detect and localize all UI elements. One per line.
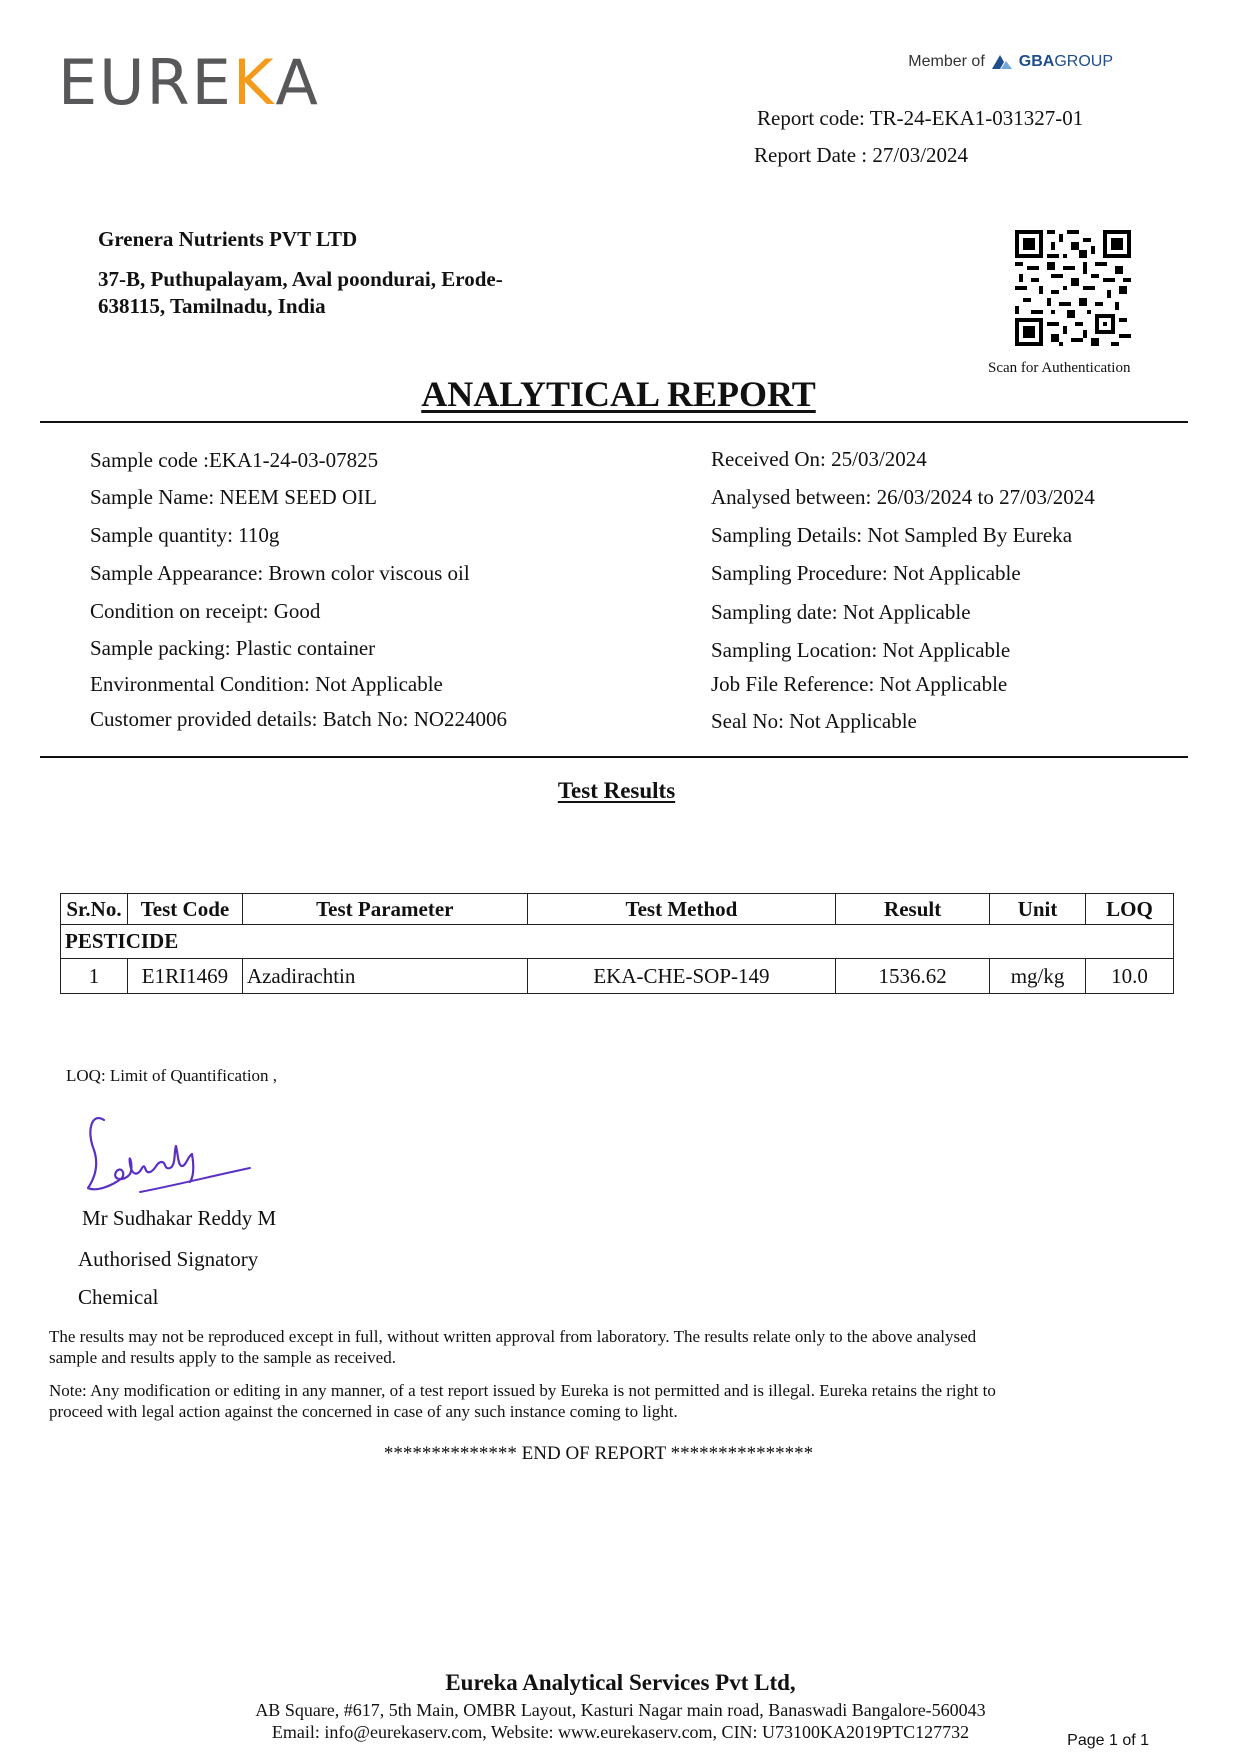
eureka-logo xyxy=(58,45,320,119)
cell-test-code: E1RI1469 xyxy=(127,959,242,994)
test-results-heading-text: Test Results xyxy=(557,778,676,803)
signatory-name: Mr Sudhakar Reddy M xyxy=(82,1206,277,1230)
page-number: Page 1 of 1 xyxy=(1067,1732,1149,1749)
signatory-department: Chemical xyxy=(78,1285,159,1309)
note xyxy=(49,1380,1129,1422)
report-title-text: ANALYTICAL REPORT xyxy=(421,374,816,414)
sampling-date: Sampling date: Not Applicable xyxy=(711,600,971,624)
note-line-1: Note: Any modification or editing in any manner, of a test report issued by Eureka is not permitted and is illegal. Eureka retains the right to xyxy=(49,1381,996,1400)
gba-logo-icon xyxy=(990,53,1014,71)
signature-image xyxy=(82,1110,262,1200)
job-file-reference: Job File Reference: Not Applicable xyxy=(711,672,1008,696)
category-row xyxy=(61,925,1174,959)
analysed-between: Analysed between: 26/03/2024 to 27/03/2024 xyxy=(711,485,1095,509)
footer-address: AB Square, #617, 5th Main, OMBR Layout, Kasturi Nagar main road, Banaswadi Bangalore-560043 xyxy=(255,1700,986,1720)
table-row xyxy=(61,959,1174,994)
test-results-table xyxy=(60,893,1174,994)
member-of-gba xyxy=(908,53,1113,71)
col-test-method: Test Method xyxy=(527,894,836,925)
address-line-2: 638115, Tamilnadu, India xyxy=(98,294,326,318)
signatory-role: Authorised Signatory xyxy=(78,1247,259,1271)
disclaimer-line-1: The results may not be reproduced except in full, without written approval from laboratory. The results relate only to the above analysed xyxy=(49,1327,977,1346)
logo-text-2: A xyxy=(275,45,320,119)
logo-text-accent: K xyxy=(232,45,276,119)
cell-test-method: EKA-CHE-SOP-149 xyxy=(527,959,836,994)
sample-name: Sample Name: NEEM SEED OIL xyxy=(90,485,377,509)
member-brand: GBA xyxy=(1018,53,1055,70)
cell-sr-no: 1 xyxy=(61,959,128,994)
test-results-heading xyxy=(0,778,1241,804)
info-divider xyxy=(40,756,1188,758)
sampling-procedure: Sampling Procedure: Not Applicable xyxy=(711,561,1021,585)
footer-company: Eureka Analytical Services Pvt Ltd, xyxy=(445,1670,796,1695)
cell-loq: 10.0 xyxy=(1086,959,1174,994)
cell-unit: mg/kg xyxy=(990,959,1086,994)
received-on: Received On: 25/03/2024 xyxy=(711,447,927,471)
logo-text-1: EURE xyxy=(58,45,233,119)
report-title xyxy=(0,373,1241,415)
customer-name: Grenera Nutrients PVT LTD xyxy=(98,227,358,251)
col-test-code: Test Code xyxy=(127,894,242,925)
table-header-row xyxy=(61,894,1174,925)
end-of-report xyxy=(0,1443,1241,1465)
category-pesticide: PESTICIDE xyxy=(61,925,1174,959)
disclaimer xyxy=(49,1326,1129,1368)
col-sr-no: Sr.No. xyxy=(61,894,128,925)
end-of-report-text: ************** END OF REPORT *************** xyxy=(383,1443,814,1464)
environmental-condition: Environmental Condition: Not Applicable xyxy=(90,672,443,696)
disclaimer-line-2: sample and results apply to the sample as received. xyxy=(49,1348,396,1367)
col-unit: Unit xyxy=(990,894,1086,925)
qr-code-icon[interactable] xyxy=(1009,230,1137,346)
title-divider xyxy=(40,421,1188,423)
report-date: Report Date : 27/03/2024 xyxy=(754,143,969,167)
customer-address xyxy=(98,266,558,320)
loq-note: LOQ: Limit of Quantification , xyxy=(66,1066,278,1085)
note-line-2: proceed with legal action against the concerned in case of any such instance coming to light. xyxy=(49,1402,678,1421)
report-code: Report code: TR-24-EKA1-031327-01 xyxy=(757,106,1084,130)
member-prefix: Member of xyxy=(908,53,985,70)
customer-provided-details: Customer provided details: Batch No: NO224006 xyxy=(90,707,508,731)
col-result: Result xyxy=(836,894,990,925)
seal-no: Seal No: Not Applicable xyxy=(711,709,917,733)
sampling-details: Sampling Details: Not Sampled By Eureka xyxy=(711,523,1073,547)
sample-packing: Sample packing: Plastic container xyxy=(90,636,376,660)
sampling-location: Sampling Location: Not Applicable xyxy=(711,638,1011,662)
sample-code: Sample code :EKA1-24-03-07825 xyxy=(90,448,379,472)
col-loq: LOQ xyxy=(1086,894,1174,925)
cell-test-parameter: Azadirachtin xyxy=(242,959,527,994)
sample-quantity: Sample quantity: 110g xyxy=(90,523,280,547)
sample-appearance: Sample Appearance: Brown color viscous oil xyxy=(90,561,470,585)
address-line-1: 37-B, Puthupalayam, Aval poondurai, Erode- xyxy=(98,267,503,291)
col-test-parameter: Test Parameter xyxy=(242,894,527,925)
member-group: GROUP xyxy=(1054,53,1113,70)
qr-caption: Scan for Authentication xyxy=(988,360,1131,376)
condition-on-receipt: Condition on receipt: Good xyxy=(90,599,321,623)
cell-result: 1536.62 xyxy=(836,959,990,994)
footer-contact: Email: info@eurekaserv.com, Website: www.eurekaserv.com, CIN: U73100KA2019PTC127732 xyxy=(271,1722,970,1742)
